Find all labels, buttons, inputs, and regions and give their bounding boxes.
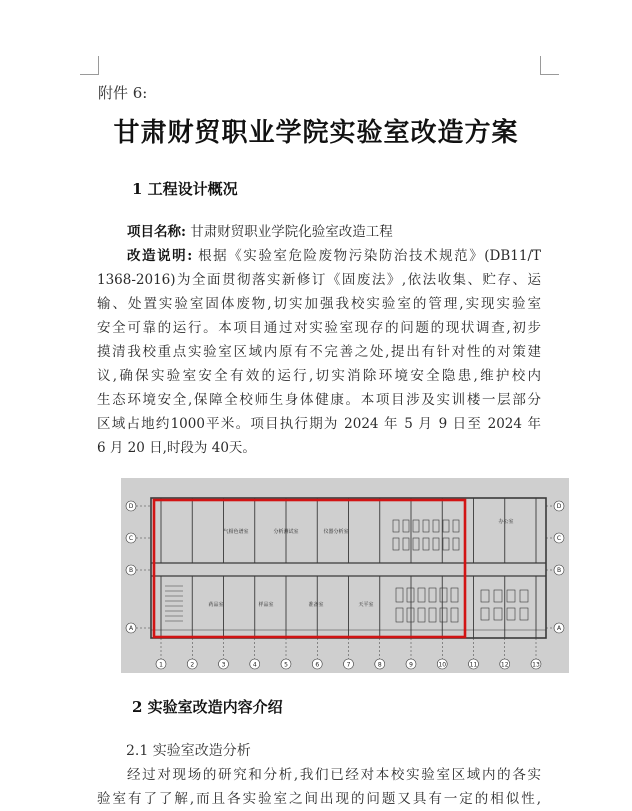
page-title: 甘肃财贸职业学院实验室改造方案 [113, 118, 519, 148]
reform-line-8: 6 月 20 日,时段为 40天。 [97, 440, 256, 456]
reform-line-4: 摸清我校重点实验室区域内原有不完善之处,提出有针对性的对策建 [97, 344, 541, 360]
room-label: 天平室 [358, 602, 374, 608]
row-axis-label: D [128, 503, 134, 511]
row-axis-label: C [556, 535, 562, 543]
reform-line-1: 1368-2016)为全面贯彻落实新修订《固废法》,依法收集、贮存、运 [97, 272, 541, 288]
attachment-label: 附件 6: [98, 84, 148, 102]
section-1-heading: 1 工程设计概况 [132, 180, 238, 198]
row-axis-label: B [556, 567, 562, 575]
project-name-label: 项目名称: [127, 224, 186, 240]
section-1-body [97, 220, 541, 460]
floor-plan-drawing [121, 478, 569, 673]
column-axis-label: 9 [409, 661, 413, 669]
column-axis-label: 10 [438, 661, 447, 669]
column-axis-label: 13 [532, 661, 540, 669]
room-label: 办公室 [498, 519, 514, 525]
room-label: 仪器分析室 [323, 529, 349, 535]
reform-line-0: 改造说明: 根据《实验室危险废物污染防治技术规范》(DB11/T [127, 248, 541, 264]
column-axis-label: 7 [346, 661, 351, 669]
crop-mark-top-left [80, 56, 99, 75]
project-name-line [97, 220, 541, 244]
column-axis-label: 5 [284, 661, 288, 669]
room-label: 样品室 [258, 602, 274, 608]
project-name-value: 甘肃财贸职业学院化验室改造工程 [190, 224, 393, 240]
room-label: 药品室 [208, 602, 224, 608]
reform-label: 改造说明: [127, 248, 193, 264]
column-axis-label: 4 [252, 661, 257, 669]
column-axis-label: 3 [221, 661, 226, 669]
column-axis-label: 1 [159, 661, 163, 669]
row-axis-label: D [556, 503, 562, 511]
reform-line-7: 区域占地约1000平米。项目执行期为 2024 年 5 月 9 日至 2024 年 [97, 416, 541, 432]
reform-line-2: 输、处置实验室固体废物,切实加强我校实验室的管理,实现实验室 [97, 296, 541, 312]
section-2-1-body [97, 763, 541, 811]
column-axis-label: 6 [315, 661, 320, 669]
reform-line-6: 生态环境安全,保障全校师生身体健康。本项目涉及实训楼一层部分 [97, 392, 541, 408]
analysis-line-1: 验室有了了解,而且各实验室之间出现的问题又具有一定的相似性, [97, 791, 541, 807]
column-axis-label: 11 [469, 661, 478, 669]
row-axis-label: A [128, 625, 134, 633]
column-axis-label: 12 [500, 661, 509, 669]
analysis-line-0: 经过对现场的研究和分析,我们已经对本校实验室区域内的各实 [127, 767, 541, 783]
column-axis-label: 8 [377, 661, 382, 669]
section-2-heading: 2 实验室改造内容介绍 [132, 698, 283, 716]
reform-line-3: 安全可靠的运行。本项目通过对实验室现存的问题的现状调查,初步 [97, 320, 541, 336]
section-2-1-heading: 2.1 实验室改造分析 [126, 743, 251, 759]
room-label: 气相色谱室 [223, 529, 249, 535]
reform-line-5: 议,确保实验室安全有效的运行,切实消除环境安全隐患,维护校内 [97, 368, 541, 384]
column-axis-label: 2 [190, 661, 195, 669]
row-axis-label: C [128, 535, 134, 543]
room-label: 准备室 [308, 602, 324, 608]
row-axis-label: A [556, 625, 562, 633]
row-axis-label: B [128, 567, 134, 575]
crop-mark-top-right [540, 56, 559, 75]
room-label: 分析测试室 [273, 529, 299, 535]
